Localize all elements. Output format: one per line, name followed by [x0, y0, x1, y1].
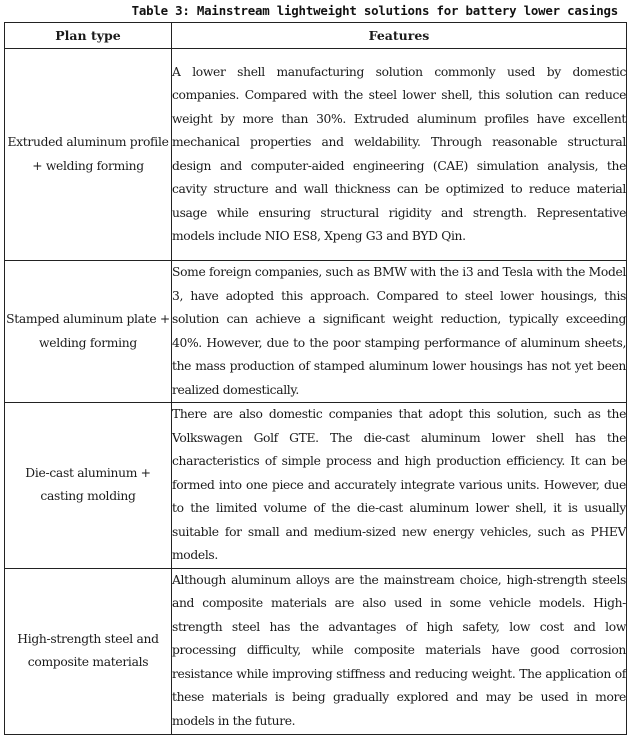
plan-type-cell: Stamped aluminum plate + welding forming — [5, 261, 172, 403]
table-row — [5, 403, 627, 569]
table-caption: Table 3: Mainstream lightweight solutions for battery lower casings — [131, 3, 618, 18]
table-row — [5, 49, 627, 261]
table-header-row — [5, 23, 627, 49]
plan-type-cell: Die-cast aluminum + casting molding — [5, 403, 172, 569]
plan-type-cell: High-strength steel and composite materials — [5, 568, 172, 734]
header-plan-type: Plan type — [5, 23, 172, 49]
features-cell: Although aluminum alloys are the mainstream choice, high-strength steels and composite materials are also used in some vehicle models. High-strength steel has the advantages of high safety, low cost and low processing difficulty, while composite materials have good corrosion resistance while improving stiffness and reducing weight. The application of these materials is being gradually explored and may be used in more models in the future. — [172, 568, 627, 734]
plan-type-cell: Extruded aluminum profile + welding forming — [5, 49, 172, 261]
table-row — [5, 261, 627, 403]
features-cell: A lower shell manufacturing solution commonly used by domestic companies. Compared with the steel lower shell, this solution can reduce weight by more than 30%. Extruded aluminum profiles have excellent mechanical properties and weldability. Through reasonable structural design and computer-aided engineering (CAE) simulation analysis, the cavity structure and wall thickness can be optimized to reduce material usage while ensuring structural rigidity and strength. Representative models include NIO ES8, Xpeng G3 and BYD Qin. — [172, 49, 627, 261]
solutions-table — [4, 22, 627, 735]
header-features: Features — [172, 23, 627, 49]
features-cell: There are also domestic companies that adopt this solution, such as the Volkswagen Golf GTE. The die-cast aluminum lower shell has the characteristics of simple process and high production efficiency. It can be formed into one piece and accurately integrate various units. However, due to the limited volume of the die-cast aluminum lower shell, it is usually suitable for small and medium-sized new energy vehicles, such as PHEV models. — [172, 403, 627, 569]
table-row — [5, 568, 627, 734]
features-cell: Some foreign companies, such as BMW with the i3 and Tesla with the Model 3, have adopted this approach. Compared to steel lower housings, this solution can achieve a significant weight reduction, typically exceeding 40%. However, due to the poor stamping performance of aluminum sheets, the mass production of stamped aluminum lower housings has not yet been realized domestically. — [172, 261, 627, 403]
